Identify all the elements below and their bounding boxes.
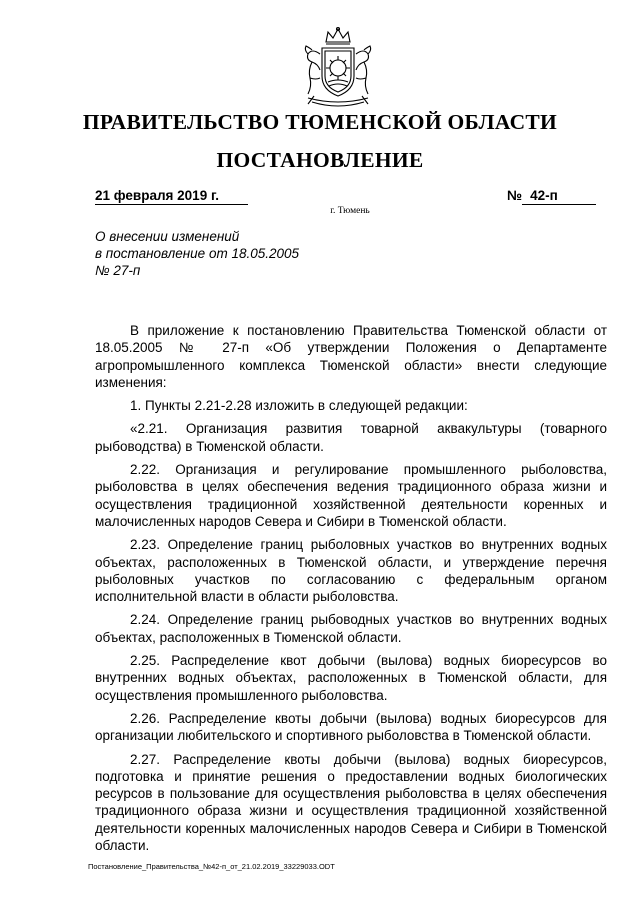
number-prefix: № [507, 188, 523, 203]
body-paragraph: 2.22. Организация и регулирование промышленного рыболовства, рыболовства в целях обеспечения ведения традиционного образа жизни и осуществления традиционной хозяйственной деятельности коренных и малочисленных народов Севера и Сибири в Тюменской области. [95, 462, 607, 529]
body-paragraph: «2.21. Организация развития товарной аквакультуры (товарного рыбоводства) в Тюменской области. [95, 421, 607, 454]
body-paragraph: В приложение к постановлению Правительства Тюменской области от 18.05.2005 № 27-п «Об утверждении Положения о Департаменте агропромышленного комплекса Тюменской области» внести следующие изменения: [95, 323, 607, 390]
body-paragraph: 2.24. Определение границ рыбоводных участков во внутренних водных объектах, расположенных в Тюменской области. [95, 612, 607, 645]
document-type: ПОСТАНОВЛЕНИЕ [216, 148, 424, 172]
body-paragraph: 2.25. Распределение квот добычи (вылова) водных биоресурсов во внутренних водных объектах, расположенных в Тюменской области, для осуществления промышленного рыболовства. [95, 653, 607, 703]
coat-of-arms-icon [298, 26, 378, 114]
subject-line: в постановление от 18.05.2005 [95, 246, 300, 261]
document-subject [95, 228, 395, 279]
body-paragraph: 2.27. Распределение квоты добычи (вылова) водных биоресурсов, подготовка и принятие решения о предоставлении водных биологических ресурсов в пользование для осуществления рыболовства в целях обеспечения традиционного образа жизни и осуществления традиционной хозяйственной деятельности коренных малочисленных народов Севера и Сибири в Тюменской области. [95, 751, 607, 854]
document-body [95, 322, 607, 860]
body-paragraph: 2.26. Распределение квоты добычи (вылова) водных биоресурсов для организации любительского и спортивного рыболовства в Тюменской области. [95, 710, 607, 744]
body-paragraph: 1. Пункты 2.21-2.28 изложить в следующей редакции: [130, 398, 468, 414]
city-label: г. Тюмень [330, 206, 370, 216]
number-value: 42-п [522, 188, 596, 205]
body-paragraph: 2.23. Определение границ рыболовных участков во внутренних водных объектах, расположенных в Тюменской области, и утверждение перечня рыболовных участков по согласованию с федеральным органом исполнительной власти в области рыболовства. [95, 537, 607, 605]
subject-line: № 27-п [95, 263, 141, 278]
government-title: ПРАВИТЕЛЬСТВО ТЮМЕНСКОЙ ОБЛАСТИ [82, 110, 558, 134]
document-number [507, 188, 596, 205]
subject-line: О внесении изменений [95, 229, 240, 244]
document-date: 21 февраля 2019 г. [95, 188, 248, 205]
footer-filename: Постановление_Правительства_№42-п_от_21.02.2019_33229033.ODT [88, 862, 335, 871]
